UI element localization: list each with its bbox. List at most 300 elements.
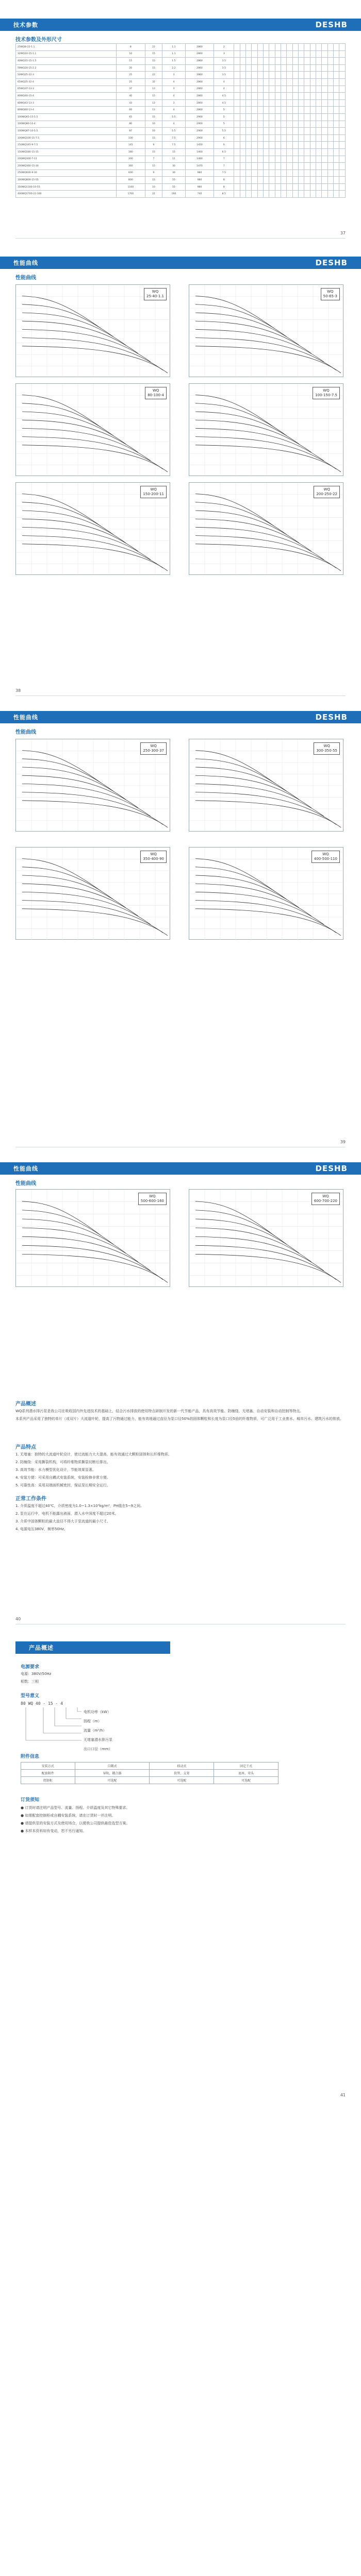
- table-cell: 400WQ1700-22-160: [16, 191, 117, 198]
- table-cell: [339, 183, 346, 191]
- table-cell: [310, 58, 316, 65]
- table-cell: 37: [117, 86, 145, 93]
- table-cell: [245, 64, 251, 72]
- table-cell: [257, 58, 263, 65]
- table-cell: 55: [162, 177, 186, 184]
- table-cell: [234, 121, 240, 128]
- table-cell: [339, 177, 346, 184]
- table-cell: [327, 44, 333, 51]
- table-cell: 2.2: [162, 64, 186, 72]
- legend-model: 50-65-3: [323, 294, 337, 298]
- table-cell: 2860: [185, 72, 214, 79]
- performance-curve: [22, 901, 163, 933]
- table-cell: [339, 121, 346, 128]
- table-cell: 5: [214, 121, 234, 128]
- table-cell: [245, 170, 251, 177]
- table-cell: 980: [185, 177, 214, 184]
- table-cell: [281, 121, 287, 128]
- table-cell: [310, 93, 316, 100]
- table-cell: 65WQ37-13-3: [16, 86, 117, 93]
- table-cell: [240, 156, 245, 163]
- table-cell: 1100: [117, 183, 145, 191]
- section-title: 性能曲线: [13, 1165, 38, 1172]
- table-cell: [281, 142, 287, 149]
- table-cell: [339, 128, 346, 135]
- table-cell: [252, 58, 257, 65]
- table-cell: [234, 58, 240, 65]
- text-line: ● 本样本资料如有变动，恕不另行通知。: [21, 1829, 87, 1833]
- table-cell: [334, 163, 339, 170]
- table-cell: [234, 78, 240, 86]
- table-cell: [252, 148, 257, 156]
- text-line: ● 请提供泵的安装方式及使用场合，以便我公司提供最佳选型方案。: [21, 1821, 130, 1825]
- table-cell: [269, 191, 275, 198]
- table-cell: 2860: [185, 93, 214, 100]
- table-cell: [275, 128, 281, 135]
- table-cell: [269, 86, 275, 93]
- brand-logo: DESHB: [315, 1164, 348, 1173]
- table-cell: [299, 64, 304, 72]
- performance-chart: [15, 284, 170, 377]
- table-cell: [257, 170, 263, 177]
- table-cell: [245, 121, 251, 128]
- table-cell: 2860: [185, 107, 214, 114]
- performance-chart: [189, 482, 343, 575]
- performance-curve: [22, 784, 151, 816]
- table-cell: [275, 44, 281, 51]
- table-cell: [257, 64, 263, 72]
- table-cell: [281, 191, 287, 198]
- table-cell: [339, 142, 346, 149]
- table-cell: [234, 107, 240, 114]
- table-cell: [240, 177, 245, 184]
- table-cell: [264, 121, 269, 128]
- table-cell: [281, 93, 287, 100]
- table-cell: [245, 58, 251, 65]
- legend-model: 350-400-90: [143, 857, 164, 861]
- table-cell: 可选配: [75, 1777, 150, 1784]
- legend-label: WQ: [149, 1194, 156, 1198]
- chart-legend: [311, 851, 340, 863]
- table-cell: [252, 121, 257, 128]
- table-cell: [334, 156, 339, 163]
- table-cell: [327, 148, 333, 156]
- table-cell: 15: [145, 134, 162, 142]
- text-line: 3. 介质中固体颗粒的最大直径不得大于泵流道的最小尺寸。: [15, 1519, 110, 1523]
- table-row: [16, 163, 346, 170]
- table-cell: 30: [162, 163, 186, 170]
- table-cell: [245, 156, 251, 163]
- table-cell: 固定干式: [214, 1762, 278, 1770]
- table-cell: 6.5: [214, 148, 234, 156]
- table-cell: [252, 177, 257, 184]
- table-cell: [316, 86, 322, 93]
- table-cell: [299, 107, 304, 114]
- table-cell: [264, 78, 269, 86]
- performance-curve: [195, 1245, 336, 1280]
- table-cell: [299, 156, 304, 163]
- chart-legend: [311, 1193, 340, 1205]
- page-number: 40: [15, 1617, 21, 1621]
- table-cell: [287, 142, 292, 149]
- table-cell: [264, 64, 269, 72]
- table-cell: [304, 113, 310, 121]
- accessory-heading: 附件信息: [21, 1754, 40, 1759]
- table-cell: [287, 191, 292, 198]
- table-row: [21, 1777, 278, 1784]
- table-cell: [304, 128, 310, 135]
- table-cell: [252, 113, 257, 121]
- table-cell: [240, 191, 245, 198]
- table-row: [16, 44, 346, 51]
- table-cell: 22: [145, 191, 162, 198]
- legend-label: WQ: [152, 388, 159, 393]
- table-cell: 13: [145, 107, 162, 114]
- table-cell: [339, 78, 346, 86]
- table-cell: [281, 183, 287, 191]
- table-cell: [322, 134, 327, 142]
- table-cell: [245, 93, 251, 100]
- table-cell: 9: [145, 170, 162, 177]
- table-cell: [264, 148, 269, 156]
- table-cell: [269, 121, 275, 128]
- table-cell: [264, 177, 269, 184]
- table-cell: [292, 58, 298, 65]
- table-cell: [245, 183, 251, 191]
- table-cell: [252, 44, 257, 51]
- table-cell: [269, 93, 275, 100]
- table-cell: [339, 86, 346, 93]
- table-cell: [234, 44, 240, 51]
- table-cell: [240, 134, 245, 142]
- table-cell: 5.5: [214, 128, 234, 135]
- table-cell: 4: [162, 93, 186, 100]
- table-cell: [310, 107, 316, 114]
- table-cell: [240, 148, 245, 156]
- table-cell: [234, 177, 240, 184]
- table-cell: [299, 134, 304, 142]
- table-cell: [287, 183, 292, 191]
- table-cell: [245, 113, 251, 121]
- table-cell: [292, 128, 298, 135]
- legend-label: WQ: [150, 852, 157, 856]
- table-cell: 5.5: [162, 128, 186, 135]
- table-cell: 5: [214, 113, 234, 121]
- section-subtitle: 性能曲线: [15, 730, 36, 735]
- table-cell: [292, 50, 298, 58]
- table-cell: [292, 78, 298, 86]
- table-cell: 50WQ25-22-3: [16, 72, 117, 79]
- table-cell: [292, 142, 298, 149]
- text-line: 扬程（m）: [84, 1719, 102, 1723]
- table-row: [16, 78, 346, 86]
- table-cell: 2860: [185, 50, 214, 58]
- table-cell: [304, 183, 310, 191]
- table-cell: [322, 183, 327, 191]
- table-cell: [316, 78, 322, 86]
- table-cell: 740: [185, 191, 214, 198]
- table-cell: [257, 148, 263, 156]
- chart-legend: [321, 288, 340, 300]
- table-cell: [240, 142, 245, 149]
- table-cell: [339, 113, 346, 121]
- table-cell: [281, 113, 287, 121]
- table-cell: [264, 183, 269, 191]
- overview-text: [15, 1409, 346, 1424]
- table-cell: [275, 170, 281, 177]
- page-number: 39: [340, 1140, 346, 1144]
- table-row: [16, 58, 346, 65]
- table-cell: 2900: [185, 121, 214, 128]
- performance-chart: [15, 847, 170, 940]
- table-cell: 2860: [185, 78, 214, 86]
- table-cell: 可选配: [150, 1777, 214, 1784]
- table-cell: [269, 142, 275, 149]
- legend-label: WQ: [323, 744, 330, 748]
- table-cell: [310, 163, 316, 170]
- table-cell: [334, 44, 339, 51]
- table-cell: [264, 191, 269, 198]
- text-line: ● 如需配套控制柜或自耦安装系统，请在订货时一并注明。: [21, 1814, 116, 1818]
- table-cell: [264, 163, 269, 170]
- section-title: 技术参数: [13, 22, 38, 28]
- table-row: [16, 99, 346, 107]
- table-cell: [264, 93, 269, 100]
- table-cell: [245, 44, 251, 51]
- table-cell: [234, 93, 240, 100]
- table-cell: [316, 134, 322, 142]
- table-cell: [327, 78, 333, 86]
- table-row: [16, 177, 346, 184]
- table-cell: [327, 163, 333, 170]
- table-cell: 4: [162, 121, 186, 128]
- table-row: [16, 86, 346, 93]
- table-cell: 4: [214, 78, 234, 86]
- table-cell: [264, 134, 269, 142]
- table-cell: [240, 170, 245, 177]
- table-cell: [327, 121, 333, 128]
- legend-label: WQ: [323, 388, 330, 393]
- legend-model: 400-500-110: [314, 857, 337, 861]
- table-cell: 15: [145, 163, 162, 170]
- table-cell: [287, 64, 292, 72]
- table-cell: 15: [145, 50, 162, 58]
- table-cell: [334, 128, 339, 135]
- table-cell: 100WQ65-15-5.5: [16, 113, 117, 121]
- table-cell: [287, 163, 292, 170]
- table-cell: [269, 107, 275, 114]
- table-row: [16, 121, 346, 128]
- table-cell: [299, 163, 304, 170]
- table-cell: [252, 107, 257, 114]
- table-cell: 6: [214, 142, 234, 149]
- text-line: 流量（m³/h）: [84, 1728, 107, 1733]
- table-cell: 350WQ1100-10-55: [16, 183, 117, 191]
- table-cell: [234, 170, 240, 177]
- model-heading: 型号意义: [21, 1693, 40, 1699]
- table-cell: [275, 177, 281, 184]
- table-cell: [245, 142, 251, 149]
- table-cell: [281, 170, 287, 177]
- table-cell: 8: [214, 177, 234, 184]
- table-cell: [234, 156, 240, 163]
- table-cell: [316, 113, 322, 121]
- table-cell: [245, 50, 251, 58]
- table-cell: [304, 170, 310, 177]
- table-cell: 3.5: [214, 64, 234, 72]
- table-cell: [287, 93, 292, 100]
- table-cell: [327, 191, 333, 198]
- table-cell: 15: [145, 58, 162, 65]
- table-cell: [234, 191, 240, 198]
- table-cell: [316, 170, 322, 177]
- legend-label: WQ: [152, 290, 159, 294]
- table-cell: [281, 163, 287, 170]
- table-cell: 100: [117, 134, 145, 142]
- table-cell: [327, 58, 333, 65]
- table-cell: [281, 78, 287, 86]
- table-cell: [327, 142, 333, 149]
- table-cell: [327, 128, 333, 135]
- table-cell: [310, 177, 316, 184]
- table-row: [16, 107, 346, 114]
- table-cell: [245, 107, 251, 114]
- table-cell: [322, 44, 327, 51]
- table-cell: [287, 99, 292, 107]
- table-cell: 2860: [185, 99, 214, 107]
- table-row: [16, 156, 346, 163]
- table-cell: [292, 86, 298, 93]
- table-cell: [339, 64, 346, 72]
- text-line: 3. 高效节能：水力模型优化设计，节能效果显著。: [15, 1468, 96, 1472]
- table-cell: [327, 183, 333, 191]
- page-header: [0, 19, 361, 31]
- features-heading: 产品特点: [15, 1445, 36, 1450]
- table-cell: 4.5: [214, 99, 234, 107]
- table-cell: [234, 183, 240, 191]
- table-cell: [292, 64, 298, 72]
- table-cell: [299, 86, 304, 93]
- table-cell: [334, 86, 339, 93]
- table-cell: 15: [162, 148, 186, 156]
- table-cell: [252, 191, 257, 198]
- table-cell: 25: [117, 78, 145, 86]
- table-cell: [257, 99, 263, 107]
- table-cell: [234, 64, 240, 72]
- table-cell: [322, 170, 327, 177]
- table-cell: [304, 64, 310, 72]
- table-cell: 4: [162, 107, 186, 114]
- table-cell: [245, 78, 251, 86]
- table-cell: [316, 107, 322, 114]
- table-cell: [334, 78, 339, 86]
- table-cell: [304, 44, 310, 51]
- table-cell: 底座、弯头: [214, 1770, 278, 1777]
- table-cell: 1450: [185, 142, 214, 149]
- table-cell: 40WQ15-15-1.5: [16, 58, 117, 65]
- table-cell: 3.5: [214, 58, 234, 65]
- legend-label: WQ: [322, 1194, 329, 1198]
- table-cell: [234, 86, 240, 93]
- chart-legend: [145, 387, 167, 399]
- table-cell: [269, 58, 275, 65]
- legend-model: 250-300-37: [143, 749, 164, 753]
- accessory-table: [21, 1762, 278, 1784]
- performance-curve: [195, 792, 336, 825]
- model-code: 80 WQ 40 - 15 - 4: [21, 1701, 63, 1706]
- table-cell: [240, 86, 245, 93]
- table-cell: [316, 121, 322, 128]
- table-cell: [240, 121, 245, 128]
- table-cell: [292, 191, 298, 198]
- table-cell: [299, 128, 304, 135]
- table-cell: [252, 183, 257, 191]
- table-cell: [269, 134, 275, 142]
- table-cell: [240, 163, 245, 170]
- table-cell: [257, 78, 263, 86]
- text-line: 无堵塞潜水排污泵: [84, 1738, 112, 1742]
- text-line: 电机功率（kW）: [84, 1710, 111, 1714]
- table-cell: [257, 113, 263, 121]
- table-cell: [316, 156, 322, 163]
- table-cell: [240, 72, 245, 79]
- table-cell: [339, 107, 346, 114]
- table-cell: [334, 93, 339, 100]
- table-cell: [287, 128, 292, 135]
- table-cell: [322, 148, 327, 156]
- table-cell: [252, 50, 257, 58]
- table-cell: 1.1: [162, 50, 186, 58]
- table-cell: [292, 44, 298, 51]
- table-cell: [252, 64, 257, 72]
- table-cell: [245, 99, 251, 107]
- performance-curve: [22, 892, 151, 924]
- table-cell: [257, 50, 263, 58]
- table-cell: [316, 163, 322, 170]
- table-cell: [304, 177, 310, 184]
- table-cell: [275, 58, 281, 65]
- table-cell: 25: [117, 72, 145, 79]
- overview-heading: 产品概述: [15, 1401, 36, 1407]
- table-cell: [310, 183, 316, 191]
- table-cell: [334, 107, 339, 114]
- table-cell: 7.5: [162, 134, 186, 142]
- table-cell: [316, 177, 322, 184]
- table-cell: [234, 134, 240, 142]
- table-cell: [281, 177, 287, 184]
- table-cell: 180: [117, 148, 145, 156]
- table-cell: [299, 99, 304, 107]
- table-cell: 80: [117, 121, 145, 128]
- table-cell: [310, 128, 316, 135]
- table-cell: [322, 113, 327, 121]
- table-cell: [287, 170, 292, 177]
- table-cell: 32WQ10-15-1.1: [16, 50, 117, 58]
- table-cell: 10: [117, 50, 145, 58]
- brand-logo: DESHB: [315, 258, 348, 267]
- table-cell: [275, 99, 281, 107]
- table-cell: [287, 50, 292, 58]
- table-cell: [334, 191, 339, 198]
- table-cell: [281, 86, 287, 93]
- table-cell: [281, 50, 287, 58]
- table-row: [16, 113, 346, 121]
- table-cell: [257, 177, 263, 184]
- table-cell: [310, 191, 316, 198]
- table-cell: 15: [145, 177, 162, 184]
- table-cell: [234, 148, 240, 156]
- table-cell: [327, 72, 333, 79]
